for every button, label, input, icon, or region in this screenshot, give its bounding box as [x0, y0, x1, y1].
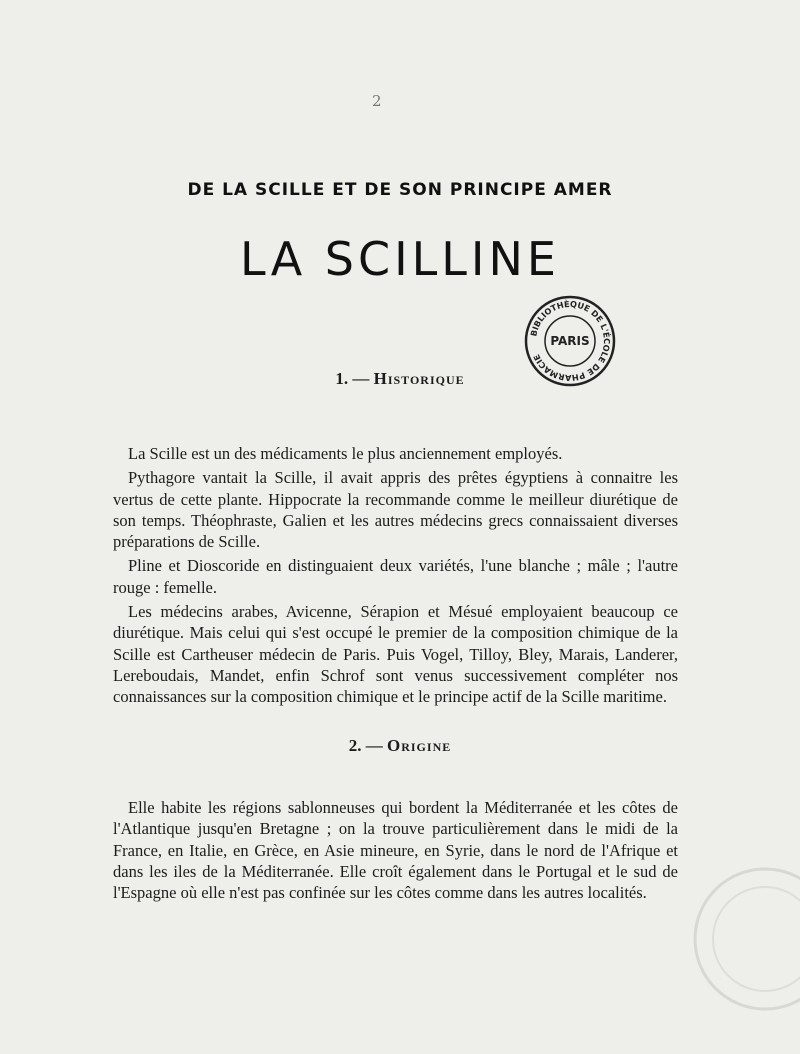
- page-number: 2: [372, 92, 382, 110]
- section-number: 2. —: [348, 736, 383, 755]
- document-title: LA SCILLINE: [240, 232, 560, 286]
- paragraph: Elle habite les régions sablonneuses qui bordent la Méditerranée et les côtes de l'Atlantique jusqu'en Bretagne ; on la trouve particulièrement dans le midi de la France, en Italie, en Grèce, en Asie mineure, en Syrie, dans le nord de l'Afrique et dans les iles de la Méditerranée. Elle croît également dans le Portugal et le sud de l'Espagne où elle n'est pas confinée sur les côtes comme dans les autres localités.: [113, 798, 678, 903]
- section-label: Origine: [387, 736, 452, 755]
- paragraph: Pythagore vantait la Scille, il avait appris des prêtes égyptiens à connaitre les vertus de cette plante. Hippocrate la recommande comme le meilleur diurétique de son temps. Théophraste, Galien et les autres médecins grecs connaissaient diverses préparations de Scille.: [113, 468, 678, 552]
- section-heading-origine: [0, 736, 800, 756]
- section-body-origine: [113, 797, 678, 906]
- section-label: Historique: [373, 369, 465, 388]
- stamp-ring-text: BIBLIOTHÈQUE DE L'ÉCOLE DE PHARMACIE: [528, 298, 613, 384]
- section-body-historique: [113, 443, 678, 711]
- section-heading-historique: [0, 369, 800, 389]
- document-supertitle: DE LA SCILLE ET DE SON PRINCIPE AMER: [187, 180, 613, 200]
- section-number: 1. —: [335, 369, 370, 388]
- paragraph: Les médecins arabes, Avicenne, Sérapion et Mésué employaient beaucoup ce diurétique. Mais celui qui s'est occupé le premier de la composition chimique de la Scille est Cartheuser médecin de Paris. Puis Vogel, Tilloy, Bley, Marais, Landerer, Lereboudais, Mandet, enfin Schrof sont venus successivement compléter nos connaissances sur la composition chimique et le principe actif de la Scille maritime.: [113, 602, 678, 707]
- stamp-center-text: PARIS: [550, 334, 590, 348]
- paragraph: Pline et Dioscoride en distinguaient deux variétés, l'une blanche ; mâle ; l'autre rouge : femelle.: [113, 556, 678, 597]
- faint-seal-mark: [690, 864, 800, 1014]
- paragraph: La Scille est un des médicaments le plus anciennement employés.: [128, 444, 563, 463]
